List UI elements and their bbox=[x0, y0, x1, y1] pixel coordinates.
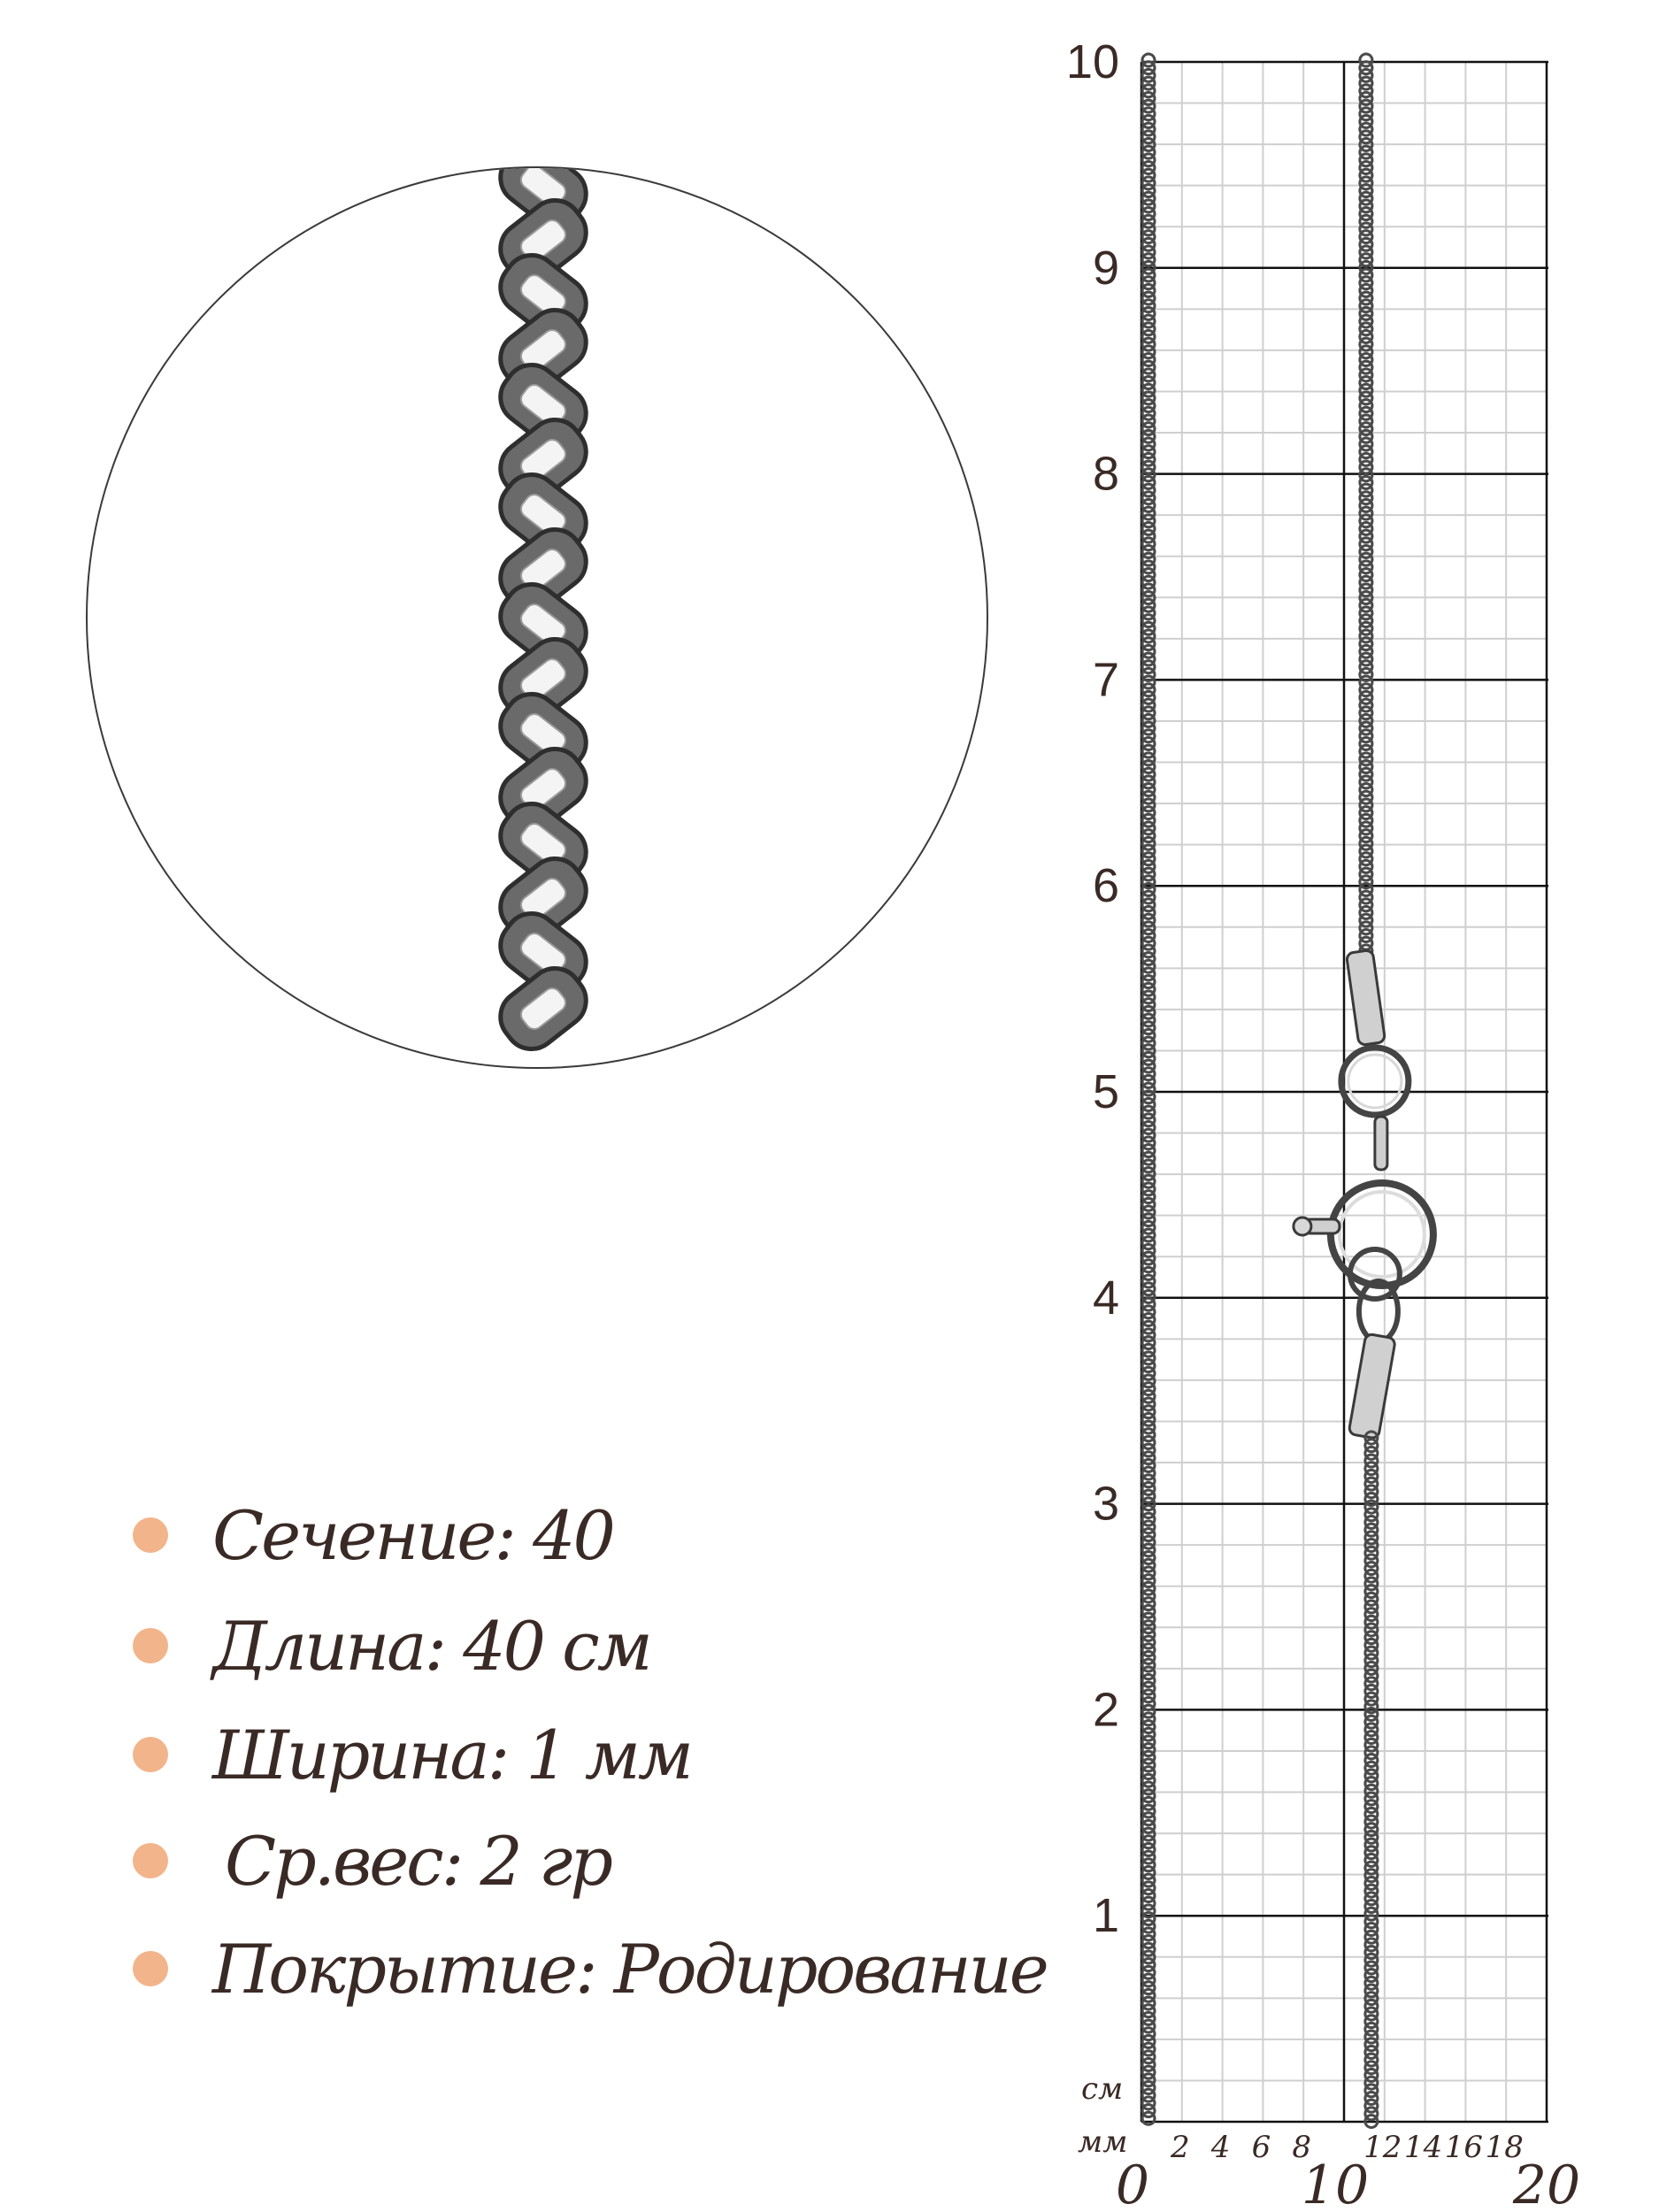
mm-major-label: 20 bbox=[1512, 2154, 1581, 2212]
cm-tick-label: 3 bbox=[1092, 1477, 1119, 1531]
mm-tick-label: 8 bbox=[1292, 2130, 1312, 2165]
bullet-dot bbox=[133, 1843, 168, 1878]
clasp-connector bbox=[1375, 1117, 1387, 1170]
jump-ring-highlight bbox=[1348, 1055, 1402, 1108]
spec-item-weight bbox=[133, 1812, 611, 1909]
cm-tick-label: 5 bbox=[1092, 1065, 1119, 1118]
chain-right-lower bbox=[1363, 1430, 1379, 2130]
chain-closeup-image bbox=[88, 168, 988, 1069]
measurement-ruler bbox=[1026, 0, 1646, 2212]
spring-ring bbox=[1331, 1183, 1433, 1286]
zoom-detail-circle bbox=[86, 166, 988, 1069]
spec-text-section: Сечение: 40 bbox=[212, 1495, 613, 1575]
bullet-dot bbox=[133, 1951, 168, 1986]
spec-text-coating: Покрытие: Родирование bbox=[212, 1929, 1047, 2008]
cm-tick-label: 9 bbox=[1092, 241, 1119, 295]
spec-text-weight: Ср.вес: 2 гр bbox=[225, 1821, 611, 1901]
cm-tick-label: 4 bbox=[1092, 1271, 1119, 1325]
bullet-dot bbox=[133, 1628, 168, 1663]
bullet-dot bbox=[133, 1517, 168, 1553]
cm-tick-label: 2 bbox=[1092, 1683, 1119, 1737]
mm-unit-label: мм bbox=[1078, 2124, 1128, 2160]
spec-item-width bbox=[133, 1706, 691, 1803]
mm-tick-label: 14 bbox=[1403, 2130, 1443, 2165]
mm-tick-label: 16 bbox=[1444, 2130, 1484, 2165]
ring-loop bbox=[1359, 1281, 1398, 1341]
spec-list bbox=[133, 1486, 1062, 2062]
chain-left bbox=[1141, 52, 1157, 2127]
mm-tick-label: 18 bbox=[1485, 2130, 1524, 2165]
cm-tick-label: 10 bbox=[1065, 35, 1119, 88]
mm-tick-label: 4 bbox=[1210, 2130, 1231, 2165]
chain-right-upper bbox=[1357, 52, 1374, 967]
spec-text-width: Ширина: 1 мм bbox=[212, 1715, 691, 1794]
spec-item-coating bbox=[133, 1920, 1047, 2017]
spec-text-length: Длина: 40 см bbox=[212, 1606, 650, 1686]
mm-major-label: 10 bbox=[1301, 2154, 1370, 2212]
ruler-grid bbox=[1026, 0, 1646, 2212]
end-cap-lower bbox=[1348, 1333, 1395, 1439]
cm-tick-label: 7 bbox=[1092, 653, 1119, 707]
spec-item-section bbox=[133, 1486, 613, 1584]
chain-closeup bbox=[490, 168, 597, 1060]
end-cap-upper bbox=[1346, 949, 1385, 1045]
bullet-dot bbox=[133, 1737, 168, 1772]
mm-major-label: 0 bbox=[1115, 2154, 1150, 2212]
cm-tick-label: 6 bbox=[1092, 859, 1119, 913]
cm-unit-label: см bbox=[1081, 2071, 1124, 2107]
jump-ring bbox=[1341, 1048, 1409, 1115]
cm-tick-label: 8 bbox=[1092, 447, 1119, 501]
mm-tick-label: 2 bbox=[1170, 2130, 1190, 2165]
clasp-icon bbox=[1294, 949, 1433, 1439]
spec-item-length bbox=[133, 1597, 650, 1694]
clasp-lever-knob bbox=[1294, 1217, 1311, 1235]
cm-tick-label: 1 bbox=[1092, 1889, 1119, 1943]
mm-tick-label: 12 bbox=[1363, 2130, 1402, 2165]
mm-tick-label: 6 bbox=[1251, 2130, 1271, 2165]
